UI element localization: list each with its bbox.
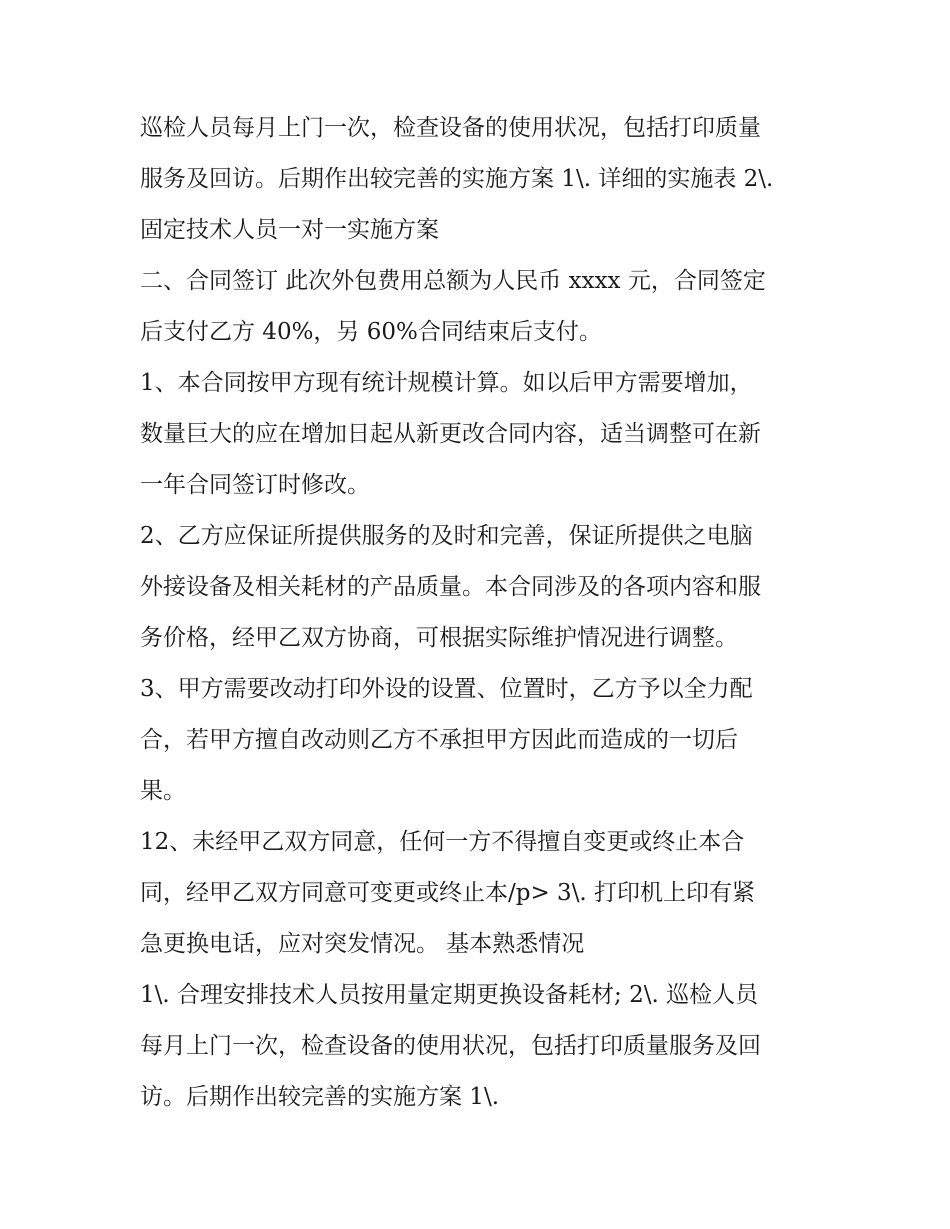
text-line: 急更换电话，应对突发情况。 基本熟悉情况: [140, 931, 585, 957]
text-line: 合，若甲方擅自改动则乙方不承担甲方因此而造成的一切后: [140, 727, 738, 753]
text-line: 二、合同签订 此次外包费用总额为人民币 xxxx 元，合同签定: [140, 268, 766, 294]
text-line: 果。: [140, 778, 186, 804]
text-line: 每月上门一次，检查设备的使用状况，包括打印质量服务及回: [140, 1033, 761, 1059]
document-page: [140, 103, 830, 1123]
text-line: 固定技术人员一对一实施方案: [140, 217, 439, 243]
text-line: 同，经甲乙双方同意可变更或终止本/p> 3\. 打印机上印有紧: [140, 880, 756, 906]
text-line: 外接设备及相关耗材的产品质量。本合同涉及的各项内容和服: [140, 574, 761, 600]
text-line: 2、乙方应保证所提供服务的及时和完善，保证所提供之电脑: [140, 523, 753, 549]
text-line: 访。后期作出较完善的实施方案 1\.: [140, 1084, 500, 1110]
text-line: 3、甲方需要改动打印外设的设置、位置时，乙方予以全力配: [140, 676, 753, 702]
text-line: 服务及回访。后期作出较完善的实施方案 1\. 详细的实施表 2\.: [140, 166, 774, 192]
text-line: 务价格，经甲乙双方协商，可根据实际维护情况进行调整。: [140, 625, 738, 651]
text-line: 12、未经甲乙双方同意，任何一方不得擅自变更或终止本合: [140, 829, 745, 855]
text-line: 1\. 合理安排技术人员按用量定期更换设备耗材; 2\. 巡检人员: [140, 982, 759, 1008]
text-line: 后支付乙方 40%，另 60%合同结束后支付。: [140, 319, 602, 345]
text-line: 1、本合同按甲方现有统计规模计算。如以后甲方需要增加，: [140, 370, 753, 396]
text-line: 巡检人员每月上门一次，检查设备的使用状况，包括打印质量: [140, 115, 761, 141]
text-line: 数量巨大的应在增加日起从新更改合同内容，适当调整可在新: [140, 421, 761, 447]
text-line: 一年合同签订时修改。: [140, 472, 370, 498]
